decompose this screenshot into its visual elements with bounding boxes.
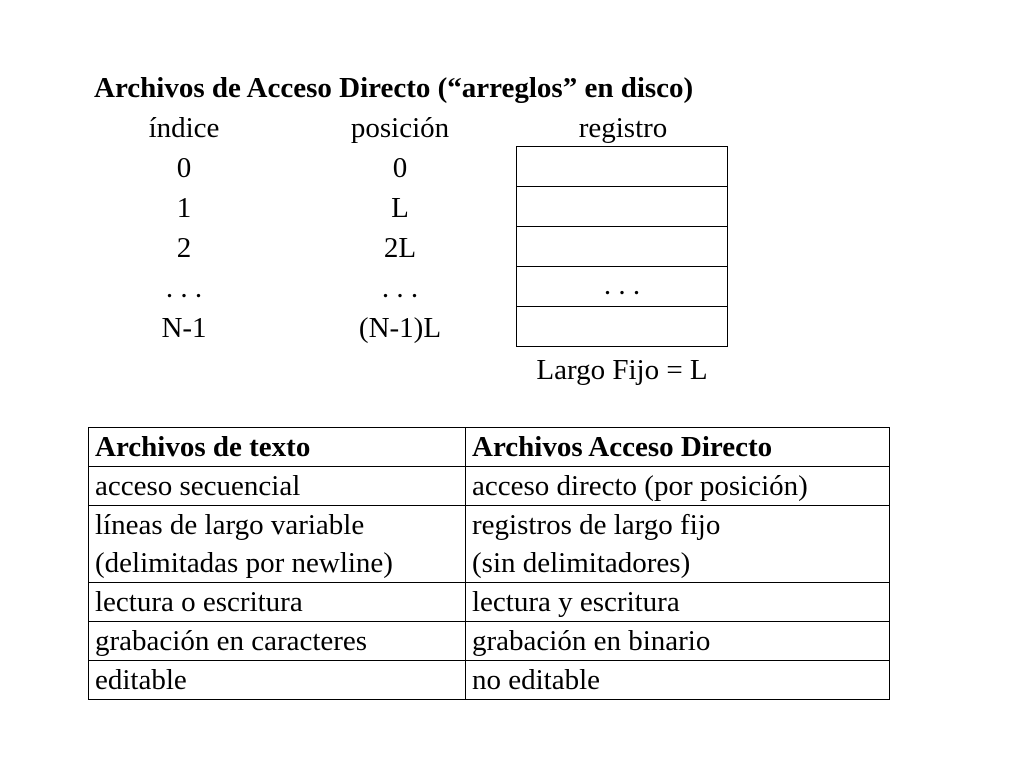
- posicion-value: 2L: [383, 232, 417, 264]
- header-direct-access-files: Archivos Acceso Directo: [466, 428, 890, 467]
- table-cell: editable: [89, 661, 466, 700]
- indice-value: 1: [176, 192, 192, 224]
- posicion-column: [310, 108, 490, 348]
- table-row: [89, 506, 890, 583]
- table-cell: acceso directo (por posición): [466, 467, 890, 506]
- record-cell: [517, 227, 727, 267]
- table-cell: grabación en binario: [466, 622, 890, 661]
- table-cell: lectura y escritura: [466, 583, 890, 622]
- table-row: [89, 661, 890, 700]
- record-cell: [517, 307, 727, 347]
- posicion-value: . . .: [381, 272, 419, 304]
- table-header-row: [89, 428, 890, 467]
- registro-header: registro: [578, 112, 668, 144]
- posicion-value: L: [391, 192, 409, 224]
- posicion-value: 0: [392, 152, 408, 184]
- table-row: [89, 622, 890, 661]
- indice-value: 0: [176, 152, 192, 184]
- indice-column: [94, 108, 274, 348]
- record-cell: . . .: [517, 267, 727, 307]
- table-cell: no editable: [466, 661, 890, 700]
- indice-value: 2: [176, 232, 192, 264]
- slide-title: Archivos de Acceso Directo (“arreglos” en disco): [94, 72, 694, 104]
- indice-value: . . .: [165, 272, 203, 304]
- posicion-header: posición: [350, 112, 450, 144]
- record-cell: [517, 187, 727, 227]
- header-text-files: Archivos de texto: [89, 428, 466, 467]
- largo-fijo-label: Largo Fijo = L: [536, 354, 708, 386]
- table-cell: líneas de largo variable (delimitadas por newline): [89, 506, 466, 583]
- record-stack: [516, 146, 728, 347]
- table-row: [89, 583, 890, 622]
- table-row: [89, 467, 890, 506]
- table-cell: acceso secuencial: [89, 467, 466, 506]
- posicion-value: (N-1)L: [358, 312, 442, 344]
- indice-value: N-1: [161, 312, 207, 344]
- table-cell: lectura o escritura: [89, 583, 466, 622]
- table-cell: grabación en caracteres: [89, 622, 466, 661]
- comparison-table: [88, 427, 890, 700]
- table-cell: registros de largo fijo (sin delimitadores): [466, 506, 890, 583]
- indice-header: índice: [148, 112, 220, 144]
- record-cell: [517, 147, 727, 187]
